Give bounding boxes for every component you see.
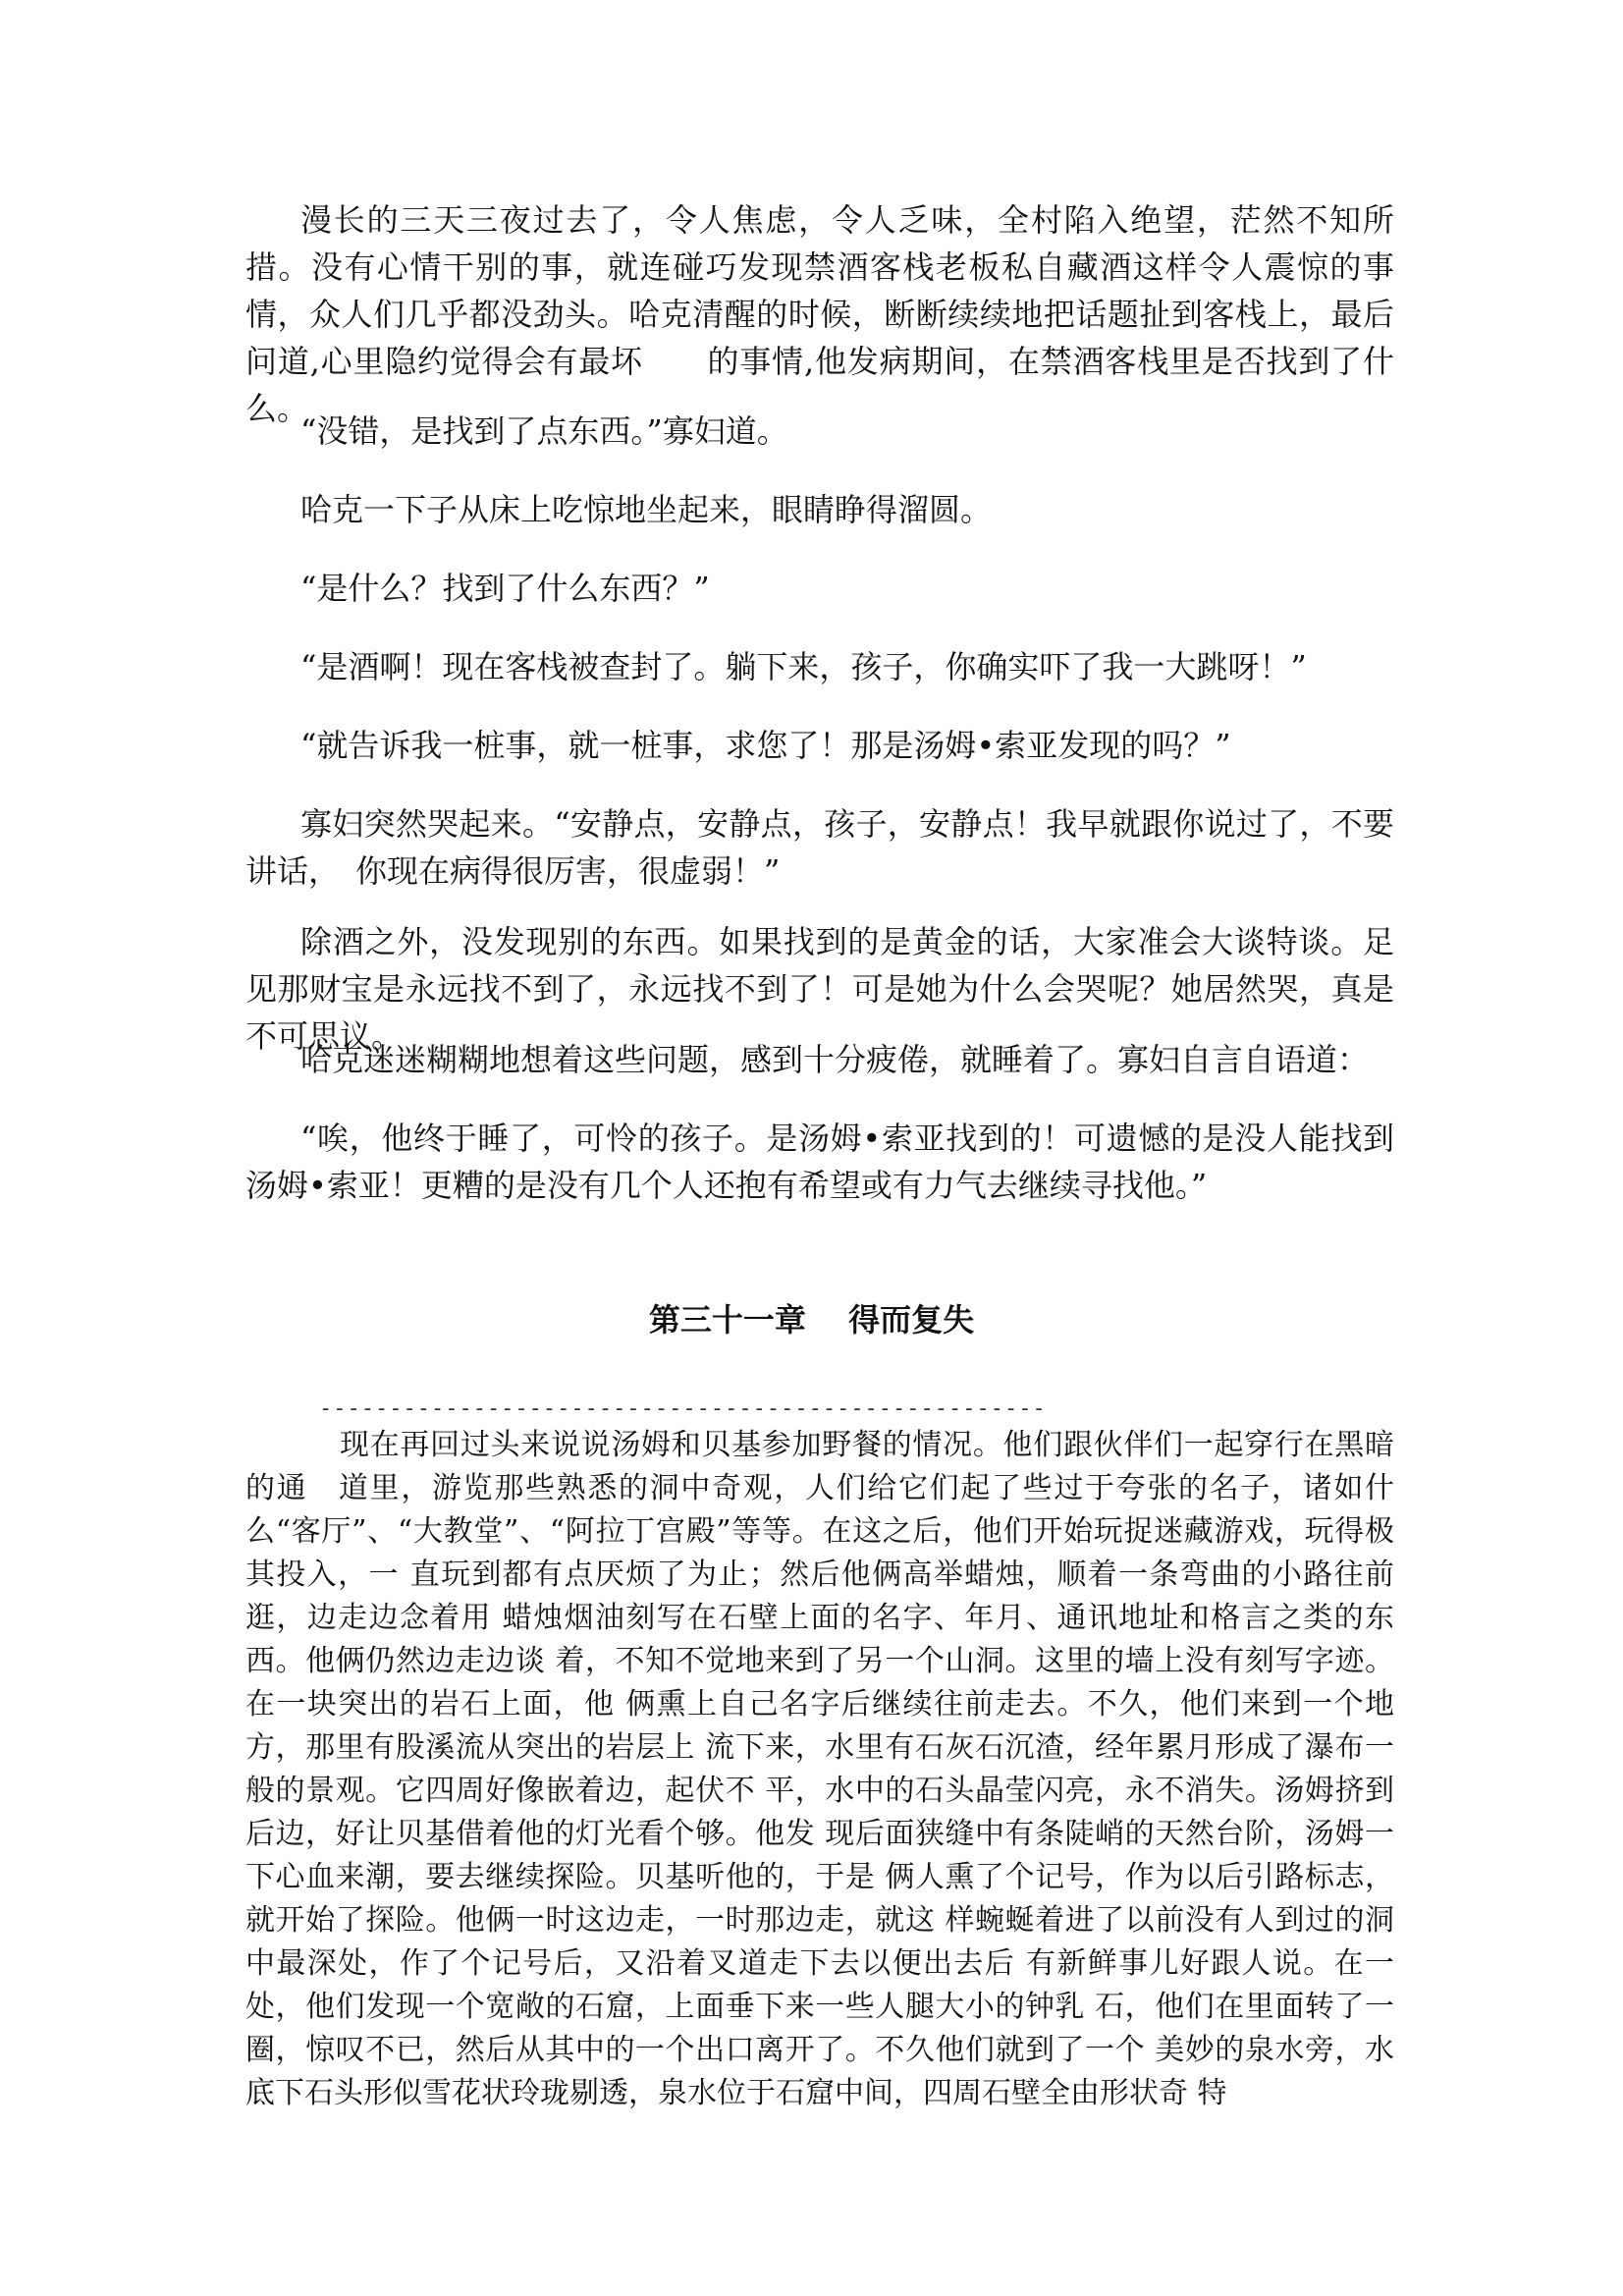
section-divider: ---------------------------------------------------- [319,1396,1047,1421]
paragraph-dialogue-wine: “是酒啊！现在客栈被查封了。躺下来，孩子，你确实吓了我一大跳呀！” [300,648,1307,685]
chapter-body-paragraph: 现在再回过头来说说汤姆和贝基参加野餐的情况。他们跟伙伴们一起穿行在黑暗的通 道里，游览那些熟悉的洞中奇观，人们给它们起了些过于夸张的名子，诸如什么“客厅”、“大教堂”、“阿拉丁宫殿”等等。在这之后，他们开始玩捉迷藏游戏，玩得极其投入，一 直玩到都有点厌烦了为止；然后他俩高举蜡烛，顺着一条弯曲的小路往前逛，边走边念着用 蜡烛烟油刻写在石壁上面的名字、年月、通讯地址和格言之类的东西。他俩仍然边走边谈 着，不知不觉地来到了另一个山洞。这里的墙上没有刻写字迹。在一块突出的岩石上面，他 俩熏上自己名字后继续往前走去。不久，他们来到一个地方，那里有股溪流从突出的岩层上 流下来，水里有石灰石沉渣，经年累月形成了瀑布一般的景观。它四周好像嵌着边，起伏不 平，水中的石头晶莹闪亮，永不消失。汤姆挤到后边，好让贝基借着他的灯光看个够。他发 现后面狭缝中有条陡峭的天然台阶，汤姆一下心血来潮，要去继续探险。贝基听他的，于是 俩人熏了个记号，作为以后引路标志，就开始了探险。他俩一时这边走，一时那边走，就这 样蜿蜒着进了以前没有人到过的洞中最深处，作了个记号后，又沿着叉道走下去以便出去后 有新鲜事儿好跟人说。在一处，他们发现一个宽敞的石窟，上面垂下来一些人腿大小的钟乳 石，他们在里面转了一圈，惊叹不已，然后从其中的一个出口离开了。不久他们就到了一个 美妙的泉水旁，水底下石头形似雪花状玲珑剔透，泉水位于石窟中间，四周石壁全由形状奇 特 [245,1428,1394,2110]
paragraph-no-gold: 除酒之外，没发现别的东西。如果找到的是黄金的话，大家准会大谈特谈。足见那财宝是永远找不到了，永远找不到了！可是她为什么会哭呢？她居然哭，真是不可思议。 [245,923,1394,1055]
paragraph-dialogue-widow: “没错，是找到了点东西。”寡妇道。 [300,412,788,450]
paragraph-widow-cries: 寡妇突然哭起来。“安静点，安静点，孩子，安静点！我早就跟你说过了，不要讲话， 你现在病得很厉害，很虚弱！” [245,805,1394,890]
paragraph-widow-monologue: “唉，他终于睡了，可怜的孩子。是汤姆•索亚找到的！可遗憾的是没人能找到汤姆•索亚！更糟的是没有几个人还抱有希望或有力气去继续寻找他。” [245,1120,1394,1204]
paragraph-opening: 漫长的三天三夜过去了，令人焦虑，令人乏味，全村陷入绝望，茫然不知所措。没有心情干别的事，就连碰巧发现禁酒客栈老板私自藏酒这样令人震惊的事情，众人们几乎都没劲头。哈克清醒的时候，断断续续地把话题扯到客栈上，最后问道,心里隐约觉得会有最坏 的事情,他发病期间，在禁酒客栈里是否找到了什么。 [245,201,1394,427]
paragraph-huck-sits-up: 哈克一下子从床上吃惊地坐起来，眼睛睁得溜圆。 [300,491,993,528]
paragraph-huck-sleeps: 哈克迷迷糊糊地想着这些问题，感到十分疲倦，就睡着了。寡妇自言自语道： [300,1041,1370,1078]
chapter-title: 第三十一章 得而复失 [648,1301,975,1339]
paragraph-dialogue-tom: “就告诉我一桩事，就一桩事，求您了！那是汤姆•索亚发现的吗？” [300,727,1231,764]
paragraph-dialogue-what: “是什么？找到了什么东西？” [300,570,710,607]
